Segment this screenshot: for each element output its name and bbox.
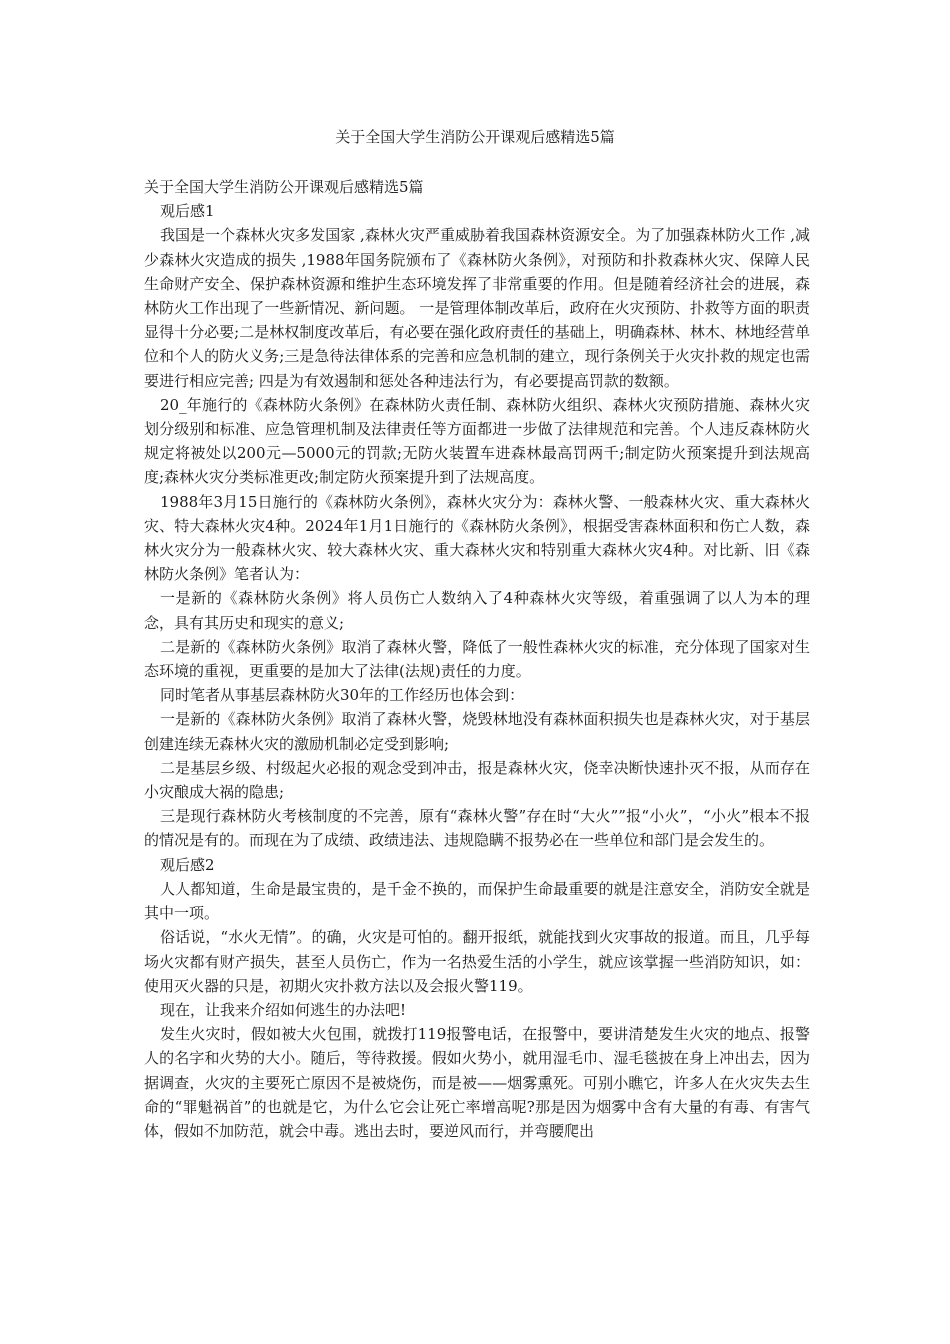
paragraph: 俗话说，“水火无情”。的确，火灾是可怕的。翻开报纸，就能找到火灾事故的报道。而且，几乎每场火灾都有财产损失，甚至人员伤亡，作为一名热爱生活的小学生，就应该掌握一些消防知识，如：使用灭火器的只是，初期火灾扑救方法以及会报火警119。 [144, 928, 810, 995]
paragraph: 一是新的《森林防火条例》将人员伤亡人数纳入了4种森林火灾等级，着重强调了以人为本的理念，具有其历史和现实的意义; [144, 589, 810, 632]
section-heading-1: 观后感1 [160, 202, 215, 221]
paragraph: 二是新的《森林防火条例》取消了森林火警，降低了一般性森林火灾的标准，充分体现了国家对生态环境的重视，更重要的是加大了法律(法规)责任的力度。 [144, 637, 810, 681]
section-heading-2: 观后感2 [160, 855, 215, 874]
page-title: 关于全国大学生消防公开课观后感精选5篇 [335, 128, 615, 146]
document-subtitle: 关于全国大学生消防公开课观后感精选5篇 [144, 178, 424, 196]
paragraph: 1988年3月15日施行的《森林防火条例》，森林火灾分为：森林火警、一般森林火灾、重大森林火灾、特大森林火灾4种。2024年1月1日施行的《森林防火条例》，根据受害森林面积和伤亡人数，森林火灾分为一般森林火灾、较大森林火灾、重大森林火灾和特别重大森林火灾4种。对比新、旧《森林防火条例》笔者认为： [144, 492, 810, 584]
paragraph: 现在，让我来介绍如何逃生的办法吧! [160, 1000, 407, 1019]
paragraph: 三是现行森林防火考核制度的不完善，原有“森林火警”存在时“大火””报“小火”，“小火”根本不报的情况是有的。而现在为了成绩、政绩违法、违规隐瞒不报势必在一些单位和部门是会发生的。 [144, 807, 810, 850]
paragraph: 20_年施行的《森林防火条例》在森林防火责任制、森林防火组织、森林火灾预防措施、森林火灾划分级别和标准、应急管理机制及法律责任等方面都进一步做了法律规范和完善。个人违反森林防火规定将被处以200元—5000元的罚款;无防火装置车进森林最高罚两千;制定防火预案提升到法规高度;森林火灾分类标准更改;制定防火预案提升到了法规高度。 [144, 395, 810, 487]
paragraph: 同时笔者从事基层森林防火30年的工作经历也体会到： [160, 686, 525, 705]
paragraph: 一是新的《森林防火条例》取消了森林火警，烧毁林地没有森林面积损失也是森林火灾，对于基层创建连续无森林火灾的激励机制必定受到影响; [144, 710, 810, 753]
paragraph: 二是基层乡级、村级起火必报的观念受到冲击，报是森林火灾，侥幸决断快速扑灭不报，从而存在小灾酿成大祸的隐患; [144, 758, 810, 802]
document-body [144, 175, 810, 1143]
paragraph: 发生火灾时，假如被大火包围，就拨打119报警电话，在报警中，要讲清楚发生火灾的地点、报警人的名字和火势的大小。随后，等待救援。假如火势小，就用湿毛巾、湿毛毯披在身上冲出去，因为据调查，火灾的主要死亡原因不是被烧伤，而是被——烟雾熏死。可别小瞧它，许多人在火灾失去生命的“罪魁祸首”的也就是它，为什么它会让死亡率增高呢?那是因为烟雾中含有大量的有毒、有害气体，假如不加防范，就会中毒。逃出去时，要逆风而行，并弯腰爬出 [144, 1025, 810, 1140]
paragraph: 我国是一个森林火灾多发国家 ,森林火灾严重威胁着我国森林资源安全。为了加强森林防火工作 ,减少森林火灾造成的损失 ,1988年国务院颁布了《森林防火条例》，对预防和扑救森林火灾、保障人民生命财产安全、保护森林资源和维护生态环境发挥了非常重要的作用。但是随着经济社会的进展，森林防火工作出现了一些新情况、新问题。 一是管理体制改革后，政府在火灾预防、扑救等方面的职责显得十分必要;二是林权制度改革后，有必要在强化政府责任的基础上，明确森林、林木、林地经营单位和个人的防火义务;三是急待法律体系的完善和应急机制的建立，现行条例关于火灾扑救的规定也需要进行相应完善; 四是为有效遏制和惩处各种违法行为，有必要提高罚款的数额。 [144, 226, 810, 390]
paragraph: 人人都知道，生命是最宝贵的，是千金不换的，而保护生命最重要的就是注意安全，消防安全就是其中一项。 [144, 879, 810, 923]
